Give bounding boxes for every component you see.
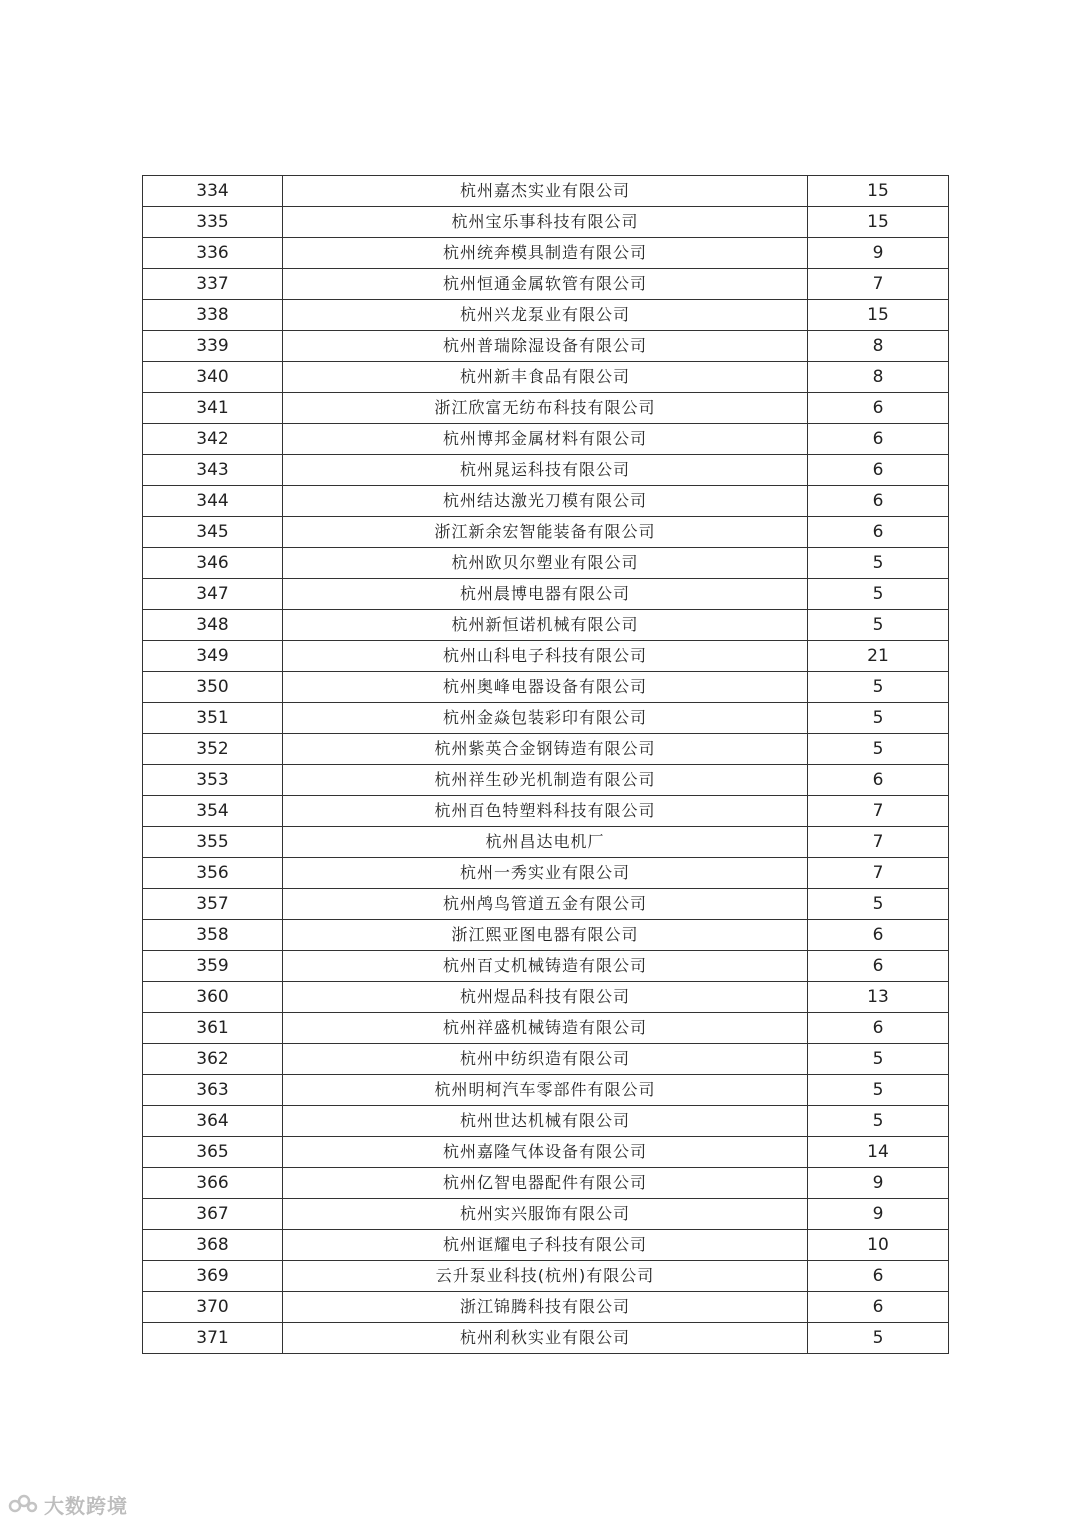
company-name: 杭州百色特塑料科技有限公司 — [283, 796, 808, 827]
company-name: 浙江欣富无纺布科技有限公司 — [283, 393, 808, 424]
row-number: 363 — [143, 1075, 283, 1106]
row-number: 354 — [143, 796, 283, 827]
row-number: 366 — [143, 1168, 283, 1199]
table-row — [143, 455, 949, 486]
row-number: 343 — [143, 455, 283, 486]
company-name: 云升泵业科技(杭州)有限公司 — [283, 1261, 808, 1292]
count-value: 10 — [808, 1230, 949, 1261]
company-name: 杭州祥生砂光机制造有限公司 — [283, 765, 808, 796]
company-name: 杭州欧贝尔塑业有限公司 — [283, 548, 808, 579]
row-number: 360 — [143, 982, 283, 1013]
table-row — [143, 703, 949, 734]
row-number: 355 — [143, 827, 283, 858]
row-number: 346 — [143, 548, 283, 579]
count-value: 6 — [808, 951, 949, 982]
table-row — [143, 300, 949, 331]
row-number: 368 — [143, 1230, 283, 1261]
company-name: 杭州宝乐事科技有限公司 — [283, 207, 808, 238]
row-number: 338 — [143, 300, 283, 331]
company-table — [142, 175, 949, 1354]
table-row — [143, 1230, 949, 1261]
company-name: 杭州金焱包装彩印有限公司 — [283, 703, 808, 734]
company-name: 杭州嘉杰实业有限公司 — [283, 176, 808, 207]
company-name: 杭州利秋实业有限公司 — [283, 1323, 808, 1354]
company-name: 杭州祥盛机械铸造有限公司 — [283, 1013, 808, 1044]
company-name: 杭州嘉隆气体设备有限公司 — [283, 1137, 808, 1168]
table-row — [143, 1323, 949, 1354]
table-row — [143, 331, 949, 362]
row-number: 349 — [143, 641, 283, 672]
table-row — [143, 1013, 949, 1044]
table-row — [143, 207, 949, 238]
table-row — [143, 393, 949, 424]
row-number: 361 — [143, 1013, 283, 1044]
table-row — [143, 1199, 949, 1230]
row-number: 336 — [143, 238, 283, 269]
count-value: 7 — [808, 827, 949, 858]
count-value: 6 — [808, 1261, 949, 1292]
company-name: 杭州实兴服饰有限公司 — [283, 1199, 808, 1230]
table-row — [143, 641, 949, 672]
count-value: 6 — [808, 1013, 949, 1044]
count-value: 21 — [808, 641, 949, 672]
count-value: 9 — [808, 238, 949, 269]
count-value: 15 — [808, 207, 949, 238]
row-number: 359 — [143, 951, 283, 982]
table-row — [143, 548, 949, 579]
count-value: 6 — [808, 393, 949, 424]
company-name: 杭州晨博电器有限公司 — [283, 579, 808, 610]
watermark-text: 大数跨境 — [44, 1493, 128, 1518]
row-number: 365 — [143, 1137, 283, 1168]
count-value: 15 — [808, 176, 949, 207]
row-number: 345 — [143, 517, 283, 548]
count-value: 8 — [808, 362, 949, 393]
company-name: 杭州鸬鸟管道五金有限公司 — [283, 889, 808, 920]
table-row — [143, 734, 949, 765]
row-number: 347 — [143, 579, 283, 610]
company-name: 杭州普瑞除湿设备有限公司 — [283, 331, 808, 362]
table-row — [143, 362, 949, 393]
table-body — [143, 176, 949, 1354]
count-value: 9 — [808, 1168, 949, 1199]
row-number: 340 — [143, 362, 283, 393]
company-name: 杭州中纺织造有限公司 — [283, 1044, 808, 1075]
count-value: 6 — [808, 486, 949, 517]
table-row — [143, 238, 949, 269]
row-number: 364 — [143, 1106, 283, 1137]
table-row — [143, 579, 949, 610]
table-row — [143, 982, 949, 1013]
company-name: 杭州世达机械有限公司 — [283, 1106, 808, 1137]
table-row — [143, 517, 949, 548]
company-name: 杭州晁运科技有限公司 — [283, 455, 808, 486]
row-number: 362 — [143, 1044, 283, 1075]
company-name: 杭州百丈机械铸造有限公司 — [283, 951, 808, 982]
table-row — [143, 951, 949, 982]
row-number: 358 — [143, 920, 283, 951]
table-row — [143, 424, 949, 455]
table-row — [143, 920, 949, 951]
company-name: 杭州结达激光刀模有限公司 — [283, 486, 808, 517]
row-number: 350 — [143, 672, 283, 703]
count-value: 7 — [808, 858, 949, 889]
table-row — [143, 486, 949, 517]
table-row — [143, 1075, 949, 1106]
count-value: 5 — [808, 672, 949, 703]
row-number: 367 — [143, 1199, 283, 1230]
row-number: 357 — [143, 889, 283, 920]
count-value: 6 — [808, 455, 949, 486]
row-number: 353 — [143, 765, 283, 796]
row-number: 335 — [143, 207, 283, 238]
table-row — [143, 1292, 949, 1323]
count-value: 15 — [808, 300, 949, 331]
count-value: 5 — [808, 1075, 949, 1106]
company-name: 杭州新丰食品有限公司 — [283, 362, 808, 393]
company-name: 浙江熙亚图电器有限公司 — [283, 920, 808, 951]
watermark — [8, 1488, 128, 1520]
table-row — [143, 1044, 949, 1075]
company-name: 杭州亿智电器配件有限公司 — [283, 1168, 808, 1199]
company-name: 杭州博邦金属材料有限公司 — [283, 424, 808, 455]
table-row — [143, 889, 949, 920]
table-row — [143, 1137, 949, 1168]
row-number: 348 — [143, 610, 283, 641]
count-value: 5 — [808, 734, 949, 765]
count-value: 13 — [808, 982, 949, 1013]
company-name: 杭州煜品科技有限公司 — [283, 982, 808, 1013]
count-value: 14 — [808, 1137, 949, 1168]
table-row — [143, 827, 949, 858]
count-value: 5 — [808, 1044, 949, 1075]
count-value: 6 — [808, 517, 949, 548]
company-name: 浙江锦腾科技有限公司 — [283, 1292, 808, 1323]
company-name: 杭州明柯汽车零部件有限公司 — [283, 1075, 808, 1106]
row-number: 334 — [143, 176, 283, 207]
row-number: 342 — [143, 424, 283, 455]
row-number: 370 — [143, 1292, 283, 1323]
company-name: 杭州兴龙泵业有限公司 — [283, 300, 808, 331]
row-number: 337 — [143, 269, 283, 300]
table-row — [143, 858, 949, 889]
company-name: 杭州恒通金属软管有限公司 — [283, 269, 808, 300]
brand-logo-icon — [8, 1492, 38, 1516]
row-number: 341 — [143, 393, 283, 424]
table-row — [143, 672, 949, 703]
count-value: 8 — [808, 331, 949, 362]
company-name: 浙江新余宏智能装备有限公司 — [283, 517, 808, 548]
table-row — [143, 176, 949, 207]
table-row — [143, 269, 949, 300]
table-row — [143, 1106, 949, 1137]
company-name: 杭州诓耀电子科技有限公司 — [283, 1230, 808, 1261]
row-number: 352 — [143, 734, 283, 765]
table-row — [143, 1261, 949, 1292]
row-number: 369 — [143, 1261, 283, 1292]
table-row — [143, 765, 949, 796]
company-name: 杭州紫英合金钢铸造有限公司 — [283, 734, 808, 765]
company-name: 杭州一秀实业有限公司 — [283, 858, 808, 889]
count-value: 5 — [808, 1323, 949, 1354]
row-number: 371 — [143, 1323, 283, 1354]
row-number: 344 — [143, 486, 283, 517]
row-number: 339 — [143, 331, 283, 362]
count-value: 5 — [808, 889, 949, 920]
table-row — [143, 796, 949, 827]
count-value: 6 — [808, 765, 949, 796]
count-value: 5 — [808, 703, 949, 734]
count-value: 5 — [808, 579, 949, 610]
row-number: 356 — [143, 858, 283, 889]
table-row — [143, 610, 949, 641]
count-value: 9 — [808, 1199, 949, 1230]
count-value: 7 — [808, 796, 949, 827]
count-value: 5 — [808, 548, 949, 579]
count-value: 6 — [808, 920, 949, 951]
company-name: 杭州昌达电机厂 — [283, 827, 808, 858]
table-row — [143, 1168, 949, 1199]
row-number: 351 — [143, 703, 283, 734]
count-value: 6 — [808, 1292, 949, 1323]
count-value: 7 — [808, 269, 949, 300]
company-name: 杭州新恒诺机械有限公司 — [283, 610, 808, 641]
count-value: 5 — [808, 610, 949, 641]
company-name: 杭州统奔模具制造有限公司 — [283, 238, 808, 269]
company-name: 杭州山科电子科技有限公司 — [283, 641, 808, 672]
count-value: 5 — [808, 1106, 949, 1137]
company-name: 杭州奥峰电器设备有限公司 — [283, 672, 808, 703]
count-value: 6 — [808, 424, 949, 455]
